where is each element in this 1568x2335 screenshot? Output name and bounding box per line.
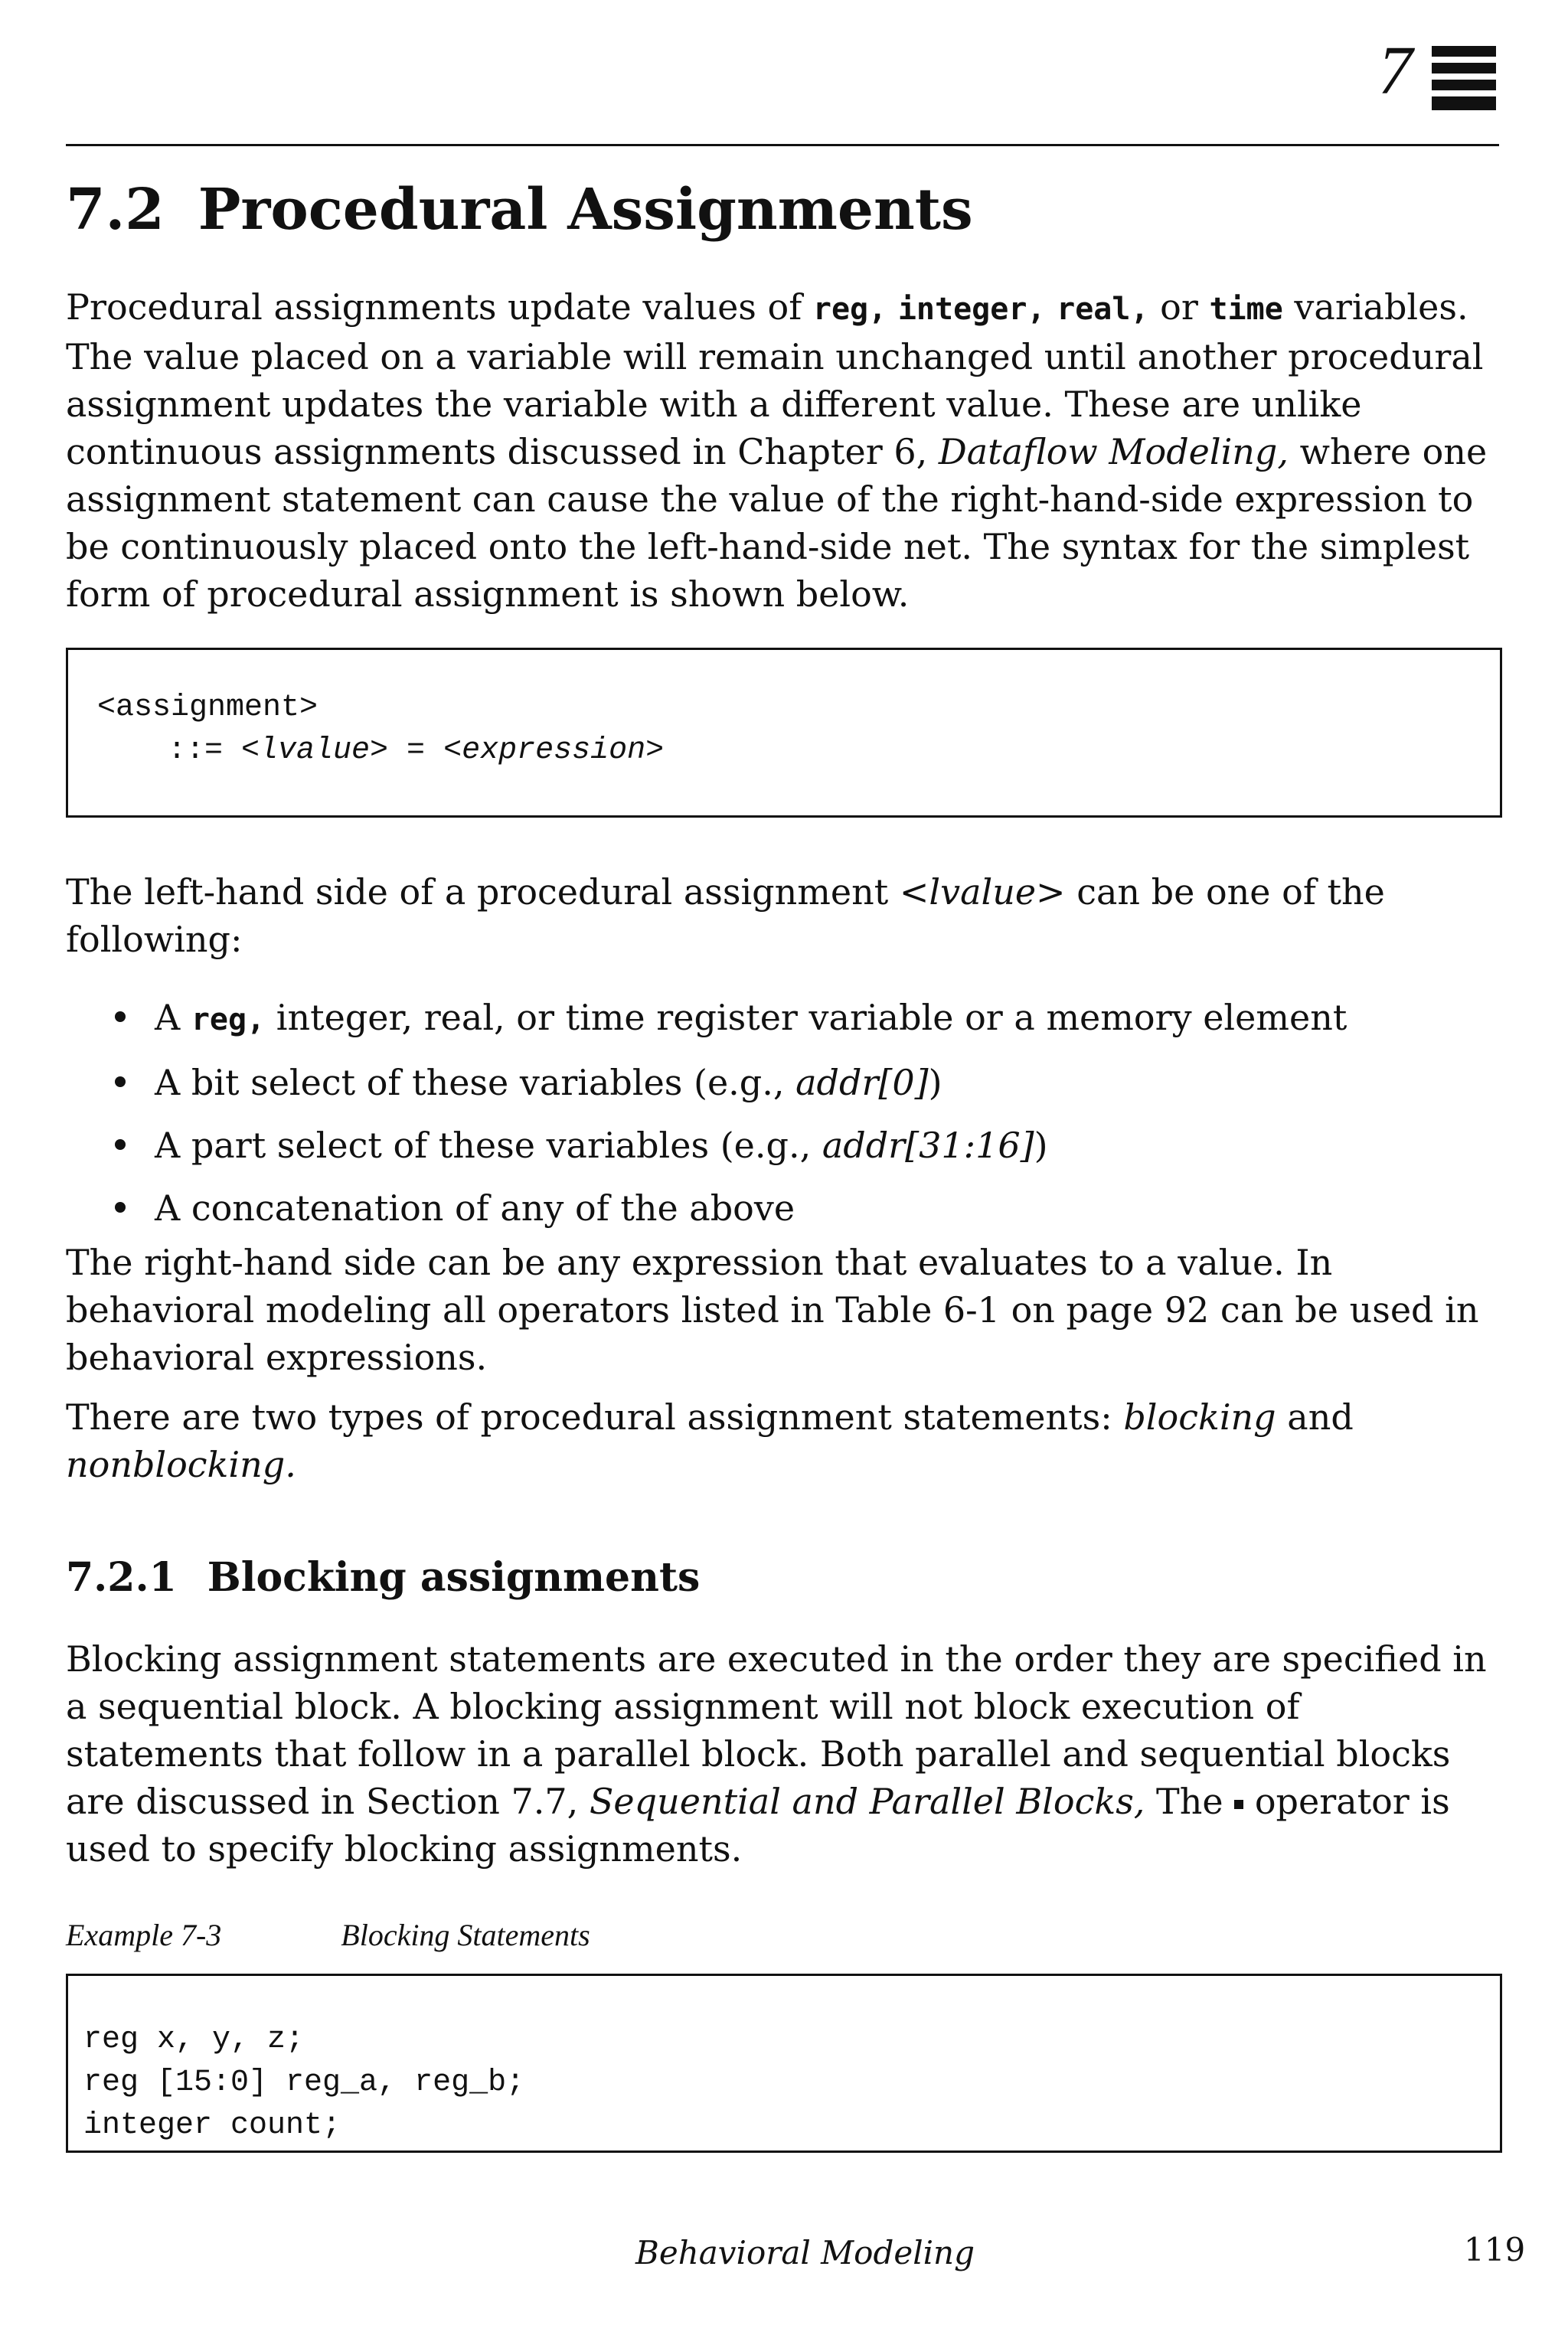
keyword-reg: reg,: [812, 292, 887, 327]
list-item: [115, 1114, 1347, 1177]
equals-operator-icon: [1234, 1800, 1243, 1809]
bullet-icon: [115, 1011, 126, 1022]
blocking-text-1: Blocking assignment statements are executed in the order they are specified in a sequential block. A blocking assignment will not block execution of statements that follow in a parallel block. Both parallel and sequential blocks are discussed in Section 7.7,: [66, 1638, 1487, 1822]
bullet-2-example: addr[0]: [795, 1062, 929, 1103]
subsection-number: 7.2.1: [66, 1554, 177, 1601]
chapter-reference: Dataflow Modeling,: [938, 431, 1289, 472]
chapter-tab-mark: [1432, 46, 1496, 110]
subsection-title: [66, 1554, 700, 1601]
keyword-integer: integer,: [897, 292, 1046, 327]
section-number: 7.2: [66, 177, 165, 243]
lhs-lvalue: <lvalue>: [899, 871, 1066, 913]
bullet-3-example: addr[31:16]: [822, 1125, 1034, 1166]
bullet-icon: [115, 1202, 126, 1213]
list-item: [115, 1177, 1347, 1239]
code-box: [66, 1974, 1502, 2153]
types-text: There are two types of procedural assignment statements:: [66, 1396, 1124, 1438]
keyword-reg: reg,: [191, 1002, 266, 1037]
keyword-real: real,: [1057, 292, 1149, 327]
bullet-icon: [115, 1139, 126, 1150]
rhs-paragraph: The right-hand side can be any expression that evaluates to a value. In behavioral modeling all operators listed in Table 6-1 on page 92 can be used in behavioral expressions.: [66, 1242, 1479, 1378]
bullet-3-close: ): [1034, 1125, 1048, 1166]
intro-text-1: Procedural assignments update values of: [66, 286, 813, 328]
term-nonblocking: nonblocking.: [66, 1444, 296, 1485]
lvalue-options-list: [115, 986, 1347, 1239]
code-line: integer count;: [83, 2108, 341, 2143]
header-rule: [66, 144, 1499, 146]
code-line: reg x, y, z;: [83, 2023, 305, 2057]
keyword-time: time: [1209, 292, 1283, 327]
syntax-line-1: <assignment>: [97, 691, 318, 725]
section-title-text: Procedural Assignments: [198, 177, 973, 243]
syntax-equals: =: [388, 733, 444, 768]
syntax-define-op: ::=: [168, 733, 242, 768]
blocking-text-2: The: [1145, 1781, 1235, 1822]
lhs-paragraph: [66, 868, 1499, 963]
bullet-2-close: ): [928, 1062, 942, 1103]
blocking-text-3: operator is used to specify blocking assignments.: [66, 1781, 1450, 1870]
section-title: [66, 179, 973, 241]
bullet-2-text: A bit select of these variables (e.g.,: [155, 1062, 796, 1103]
bullet-4-text: A concatenation of any of the above: [155, 1187, 795, 1229]
intro-text-or: or: [1148, 286, 1210, 328]
term-blocking: blocking: [1123, 1396, 1276, 1438]
code-line: reg [15:0] reg_a, reg_b;: [83, 2066, 525, 2100]
syntax-line-2: [168, 730, 664, 772]
intro-text-2: variables. The value placed on a variable will remain unchanged until another procedural assignment updates the variable with a different value. These are unlike continuous assignments discussed in Chapter 6,: [66, 286, 1484, 472]
blocking-paragraph: [66, 1635, 1499, 1873]
page-number: 119: [1464, 2231, 1526, 2268]
chapter-number: 7: [1378, 33, 1413, 109]
lhs-text-2: can be one of the following:: [66, 871, 1385, 960]
bullet-icon: [115, 1076, 126, 1087]
section-reference: Sequential and Parallel Blocks,: [589, 1781, 1145, 1822]
intro-paragraph: [66, 283, 1499, 618]
bullet-1-prefix: A: [155, 997, 191, 1038]
bullet-1-text: integer, real, or time register variable or a memory element: [265, 997, 1348, 1038]
syntax-expression: <expression>: [443, 733, 665, 768]
types-paragraph: [66, 1393, 1499, 1488]
intro-text-3: where one assignment statement can cause the value of the right-hand-side expression to be continuously placed onto the left-hand-side net. The syntax for the simplest form of procedural assignment is shown below.: [66, 431, 1488, 615]
subsection-title-text: Blocking assignments: [207, 1554, 701, 1601]
lhs-text-1: The left-hand side of a procedural assignment: [66, 871, 900, 913]
example-label: Example 7-3: [66, 1918, 222, 1952]
list-item: [115, 1051, 1347, 1114]
list-item: [115, 986, 1347, 1051]
syntax-box: [66, 648, 1502, 818]
bullet-3-text: A part select of these variables (e.g.,: [155, 1125, 822, 1166]
example-title: Blocking Statements: [341, 1918, 590, 1952]
footer-chapter-title: Behavioral Modeling: [635, 2234, 975, 2271]
types-and: and: [1276, 1396, 1354, 1438]
example-caption: [66, 1917, 590, 1953]
syntax-lvalue: <lvalue>: [241, 733, 389, 768]
